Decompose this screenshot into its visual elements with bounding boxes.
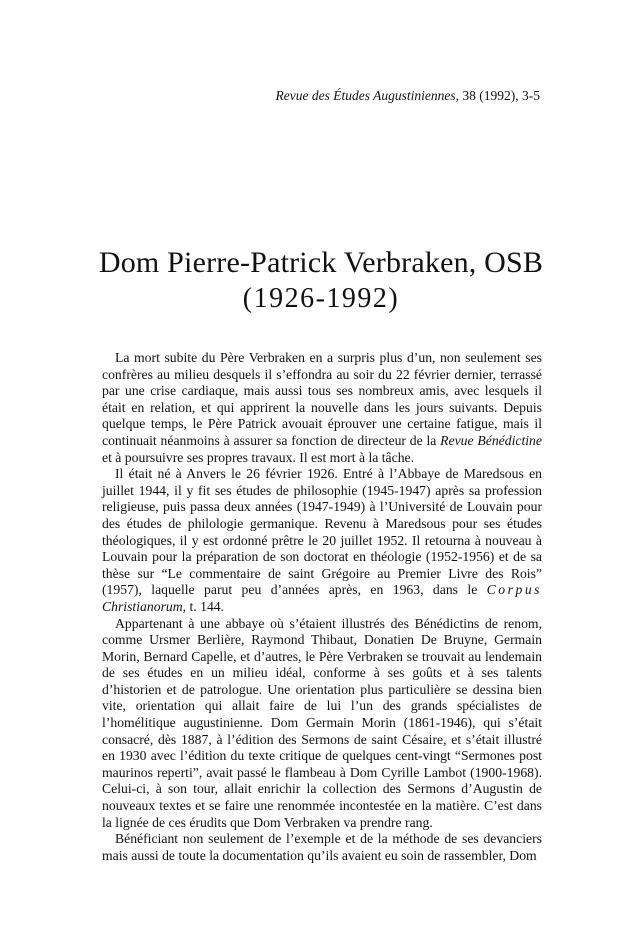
- title-dates: (1926-1992): [242, 283, 400, 314]
- p2-text-a: Il était né à Anvers le 26 février 1926. Entré à l’Abbaye de Maredsous en juillet 1944, il y fit ses études de philosophie (1945-1947) après sa profession religieuse, puis passa deux années (1947-1949) à l’Université de Louvain pour des études de philologie germanique. Revenu à Maredsous pour ses études théologiques, il y est ordonné prêtre le 20 juillet 1952. Il retourna à nouveau à Louvain pour la préparation de son doctorat en théologie (1952-1956) et de sa thèse sur “Le commentaire de saint Grégoire au Premier Livre des Rois” (1957), laquelle parut peu d’années après, en 1963, dans le: [102, 466, 542, 598]
- paragraph-3: Appartenant à une abbaye où s’étaient illustrés des Bénédictins de renom, comme Ursmer Berlière, Raymond Thibaut, Donatien De Bruyne, Germain Morin, Bernard Capelle, et d’autres, le Père Verbraken se trouvait au lendemain de ses études en un milieu idéal, conforme à ses goûts et à ses talents d’historien et de patrologue. Une orientation plus particulière se dessina bien vite, orientation qui allait faire de lui l’un des grands spécialistes de l’homélitique augustinienne. Dom Germain Morin (1861-1946), qui s’était consacré, dès 1887, à l’édition des Sermons de saint Césaire, et s’était illustré en 1930 avec l’édition du texte critique de quelques cent-vingt “Sermones post maurinos reperti”, avait passé le flambeau à Dom Cyrille Lambot (1900-1968). Celui-ci, à son tour, allait enrichir la collection des Sermons d’Augustin de nouveaux textes et se faire une renommée incontestée en la matière. C’est dans la lignée de ces érudits que Dom Verbraken va prendre rang.: [102, 615, 542, 830]
- p2-christianorum: Christianorum: [102, 598, 183, 614]
- article-body: [102, 350, 542, 864]
- journal-citation: , 38 (1992), 3-5: [455, 88, 540, 103]
- running-head: [276, 88, 540, 104]
- p2-text-b: , t. 144.: [182, 598, 225, 614]
- title-name: Dom Pierre-Patrick Verbraken, OSB: [98, 246, 544, 279]
- paragraph-2: [102, 466, 542, 615]
- journal-name: Revue des Études Augustiniennes: [275, 88, 456, 103]
- paragraph-1: [102, 350, 542, 466]
- p1-text-b: et à poursuivre ses propres travaux. Il est mort à la tâche.: [102, 449, 415, 465]
- article-title: [0, 245, 642, 317]
- paragraph-4: Bénéficiant non seulement de l’exemple et de la méthode de ses devanciers mais aussi de toute la documentation qu’ils avaient eu soin de rassembler, Dom: [102, 831, 542, 863]
- p1-text-a: La mort subite du Père Verbraken en a surpris plus d’un, non seulement ses confrères au milieu desquels il s’effondra au soir du 22 février dernier, terrassé par une crise cardiaque, mais aussi tous ses nombreux amis, avec lesquels il était en relation, et qui apprirent la nouvelle dans les jours suivants. Depuis quelque temps, le Père Patrick avouait éprouver une certaine fatigue, mais il continuait néanmoins à assurer sa fonction de directeur de la: [102, 350, 542, 448]
- p2-corpus: Corpus: [486, 582, 542, 598]
- p1-journal-title: Revue Bénédictine: [440, 432, 542, 448]
